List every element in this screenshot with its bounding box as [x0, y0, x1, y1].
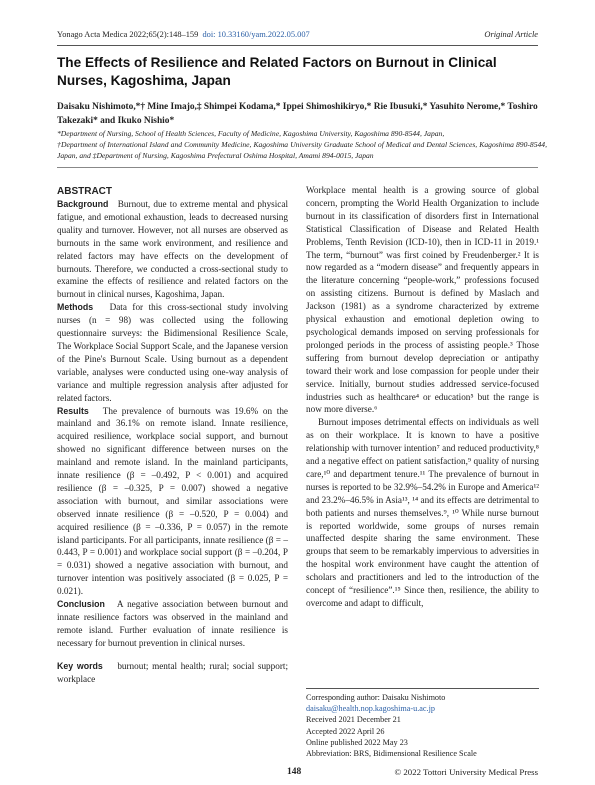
- journal-citation: [57, 30, 310, 39]
- body-column: [306, 184, 539, 610]
- body-paragraph-2: Burnout imposes detrimental effects on individuals as well as on their workplace. It is known to have a positive relationship with turnover intention⁷ and reduced productivity,⁸ and a negative effect on patient satisfaction,⁹ quality of nursing care,¹⁰ and department tenure.¹¹ The prevalence of burnout in nurses is reported to be 32.9%–54.2% in Europe and America¹² and 23.2%–46.5% in Asia¹³, ¹⁴ and its effects are detrimental to both patients and nurses themselves.⁹, ¹⁰ While nurse burnout is reported worldwide, some groups of nurses remain unaffected despite sharing the same environment. These groups that seem to be remarkably impervious to adversities in the hospital work environment have caught the attention of scholars and practitioners and led to the introduction of the concept of “resilience”.¹⁵ Since then, resilience, the ability to overcome and adapt to difficult,: [306, 417, 539, 608]
- abstract-conclusion: [57, 598, 288, 650]
- background-label: Background: [57, 199, 109, 209]
- online-date: Online published 2022 May 23: [306, 737, 408, 747]
- author-email-link[interactable]: daisaku@health.nop.kagoshima-u.ac.jp: [306, 704, 435, 714]
- affiliation-1: *Department of Nursing, School of Health Sciences, Faculty of Medicine, Kagoshima University, Kagoshima 890-8544, Japan,: [57, 129, 445, 138]
- abstract-column: [57, 186, 288, 686]
- conclusion-label: Conclusion: [57, 599, 105, 610]
- article-title: The Effects of Resilience and Related Factors on Burnout in Clinical Nurses, Kagoshima, Japan: [57, 55, 497, 88]
- abstract-heading: ABSTRACT: [57, 186, 112, 197]
- running-header: [57, 30, 538, 42]
- keywords: [57, 660, 288, 686]
- keywords-label: Key words: [57, 660, 103, 671]
- body-paragraph-1: Workplace mental health is a growing source of global concern, prompting the World Health Organization to include burnout in its classification of disorders first in International Statistical Classification of Disease and Related Health Problems, Tenth Revision (ICD-10), then in ICD-11 in 2019.¹ The term, “burnout” was first coined by Freudenberger.² It is now regarded as a “modern disease” and frequently appears in the literature concerning “people-work,” professions focused on assisting citizens. Burnout is defined by Maslach and Jackson (1981) as a syndrome characterized by extreme physical exhaustion and emotional depletion owing to psychological demands imposed on serving professionals for prolonged periods in the process of assisting people.³ Those suffering from burnout develop depreciation or antipathy toward their work and lose compassion for people under their service. Initially, burnout studies addressed service-focused industries such as healthcare⁴ or education⁵ but the range is now more diverse.⁶: [306, 185, 539, 415]
- article-type: Original Article: [484, 30, 538, 39]
- correspondence-box: [306, 688, 539, 759]
- abstract-results: [57, 405, 288, 599]
- results-label: Results: [57, 405, 89, 416]
- page-number: 148: [287, 767, 302, 777]
- methods-text: Data for this cross-sectional study involving nurses (n = 98) was collected using the following questionnaire surveys: the Bidimensional Resilience Scale, The Workplace Social Support Scale, and the Japanese version of the Pine's Burnout Scale. Using burnout as a dependent variable, analyses were conducted using one-way analysis of variance and multiple regression analysis after adjusted for related factors.: [57, 302, 289, 403]
- copyright-notice: © 2022 Tottori University Medical Press: [394, 767, 538, 777]
- abbreviations: Abbreviation: BRS, Bidimensional Resilience Scale: [306, 749, 477, 759]
- affiliation-2: †Department of International Island and Community Medicine, Kagoshima University Graduate School of Medical and Dental Sciences, Kagoshima 890-8544, Japan, and ‡Department of Nursing, Kagoshima Prefectural Oshima Hospital, Amami 894-0015, Japan: [57, 140, 547, 161]
- abstract-methods: [57, 301, 288, 404]
- background-text: Burnout, due to extreme mental and physical fatigue, and emotional exhaustion, leads to decreased nursing quality and turnover. However, not all nurses are observed as burnouts in the same work environment, and resilience and related factors may have effects on the development of burnouts. Therefore, we conducted a cross-sectional study to examine the effects of resilience and related factors on the burnout in clinical nurses, Kagoshima, Japan.: [57, 199, 289, 300]
- received-date: Received 2021 December 21: [306, 715, 401, 725]
- journal-name: Yonago Acta Medica 2022;65(2):148–159: [57, 30, 199, 39]
- title-divider: [57, 167, 538, 168]
- keywords-text: burnout; mental health; rural; social support; workplace: [57, 660, 288, 684]
- results-text: The prevalence of burnouts was 19.6% on the mainland and 36.1% on remote island. Innate resilience, acquired resilience, workplace social support, and burnout showed no significant difference between nurses on the mainland and remote island. In the mainland participants, innate resilience (β = –0.492, P < 0.001) and acquired resilience (β = –0.325, P = 0.007) showed a negative association with burnout, and similar associations were observed innate resilience (β = –0.520, P = 0.004) and acquired resilience (β = –0.336, P = 0.057) in the remote island participants. For all participants, innate resilience (β = –0.443, P = 0.001) and workplace social support (β = –0.204, P = 0.031) showed a negative association with burnout, and turnover intention was positively associated (β = 0.025, P = 0.021).: [57, 405, 288, 597]
- doi-link[interactable]: doi: 10.33160/yam.2022.05.007: [202, 30, 310, 39]
- author-list: Daisaku Nishimoto,*† Mine Imajo,‡ Shimpei Kodama,* Ippei Shimoshikiryo,* Rie Ibusuki,* Yasuhito Nerome,* Toshiro Takezaki* and Ikuko Nishio*: [57, 102, 538, 126]
- corresponding-author: Corresponding author: Daisaku Nishimoto: [306, 693, 446, 702]
- header-divider: [57, 45, 538, 46]
- abstract-background: [57, 198, 288, 301]
- conclusion-text: A negative association between burnout and innate resilience factors was observed in the mainland and remote island. Further evaluation of innate resilience is necessary for burnout prevention in clinical nurses.: [57, 599, 289, 648]
- affiliations: [57, 128, 547, 162]
- accepted-date: Accepted 2022 April 26: [306, 726, 385, 736]
- methods-label: Methods: [57, 302, 94, 313]
